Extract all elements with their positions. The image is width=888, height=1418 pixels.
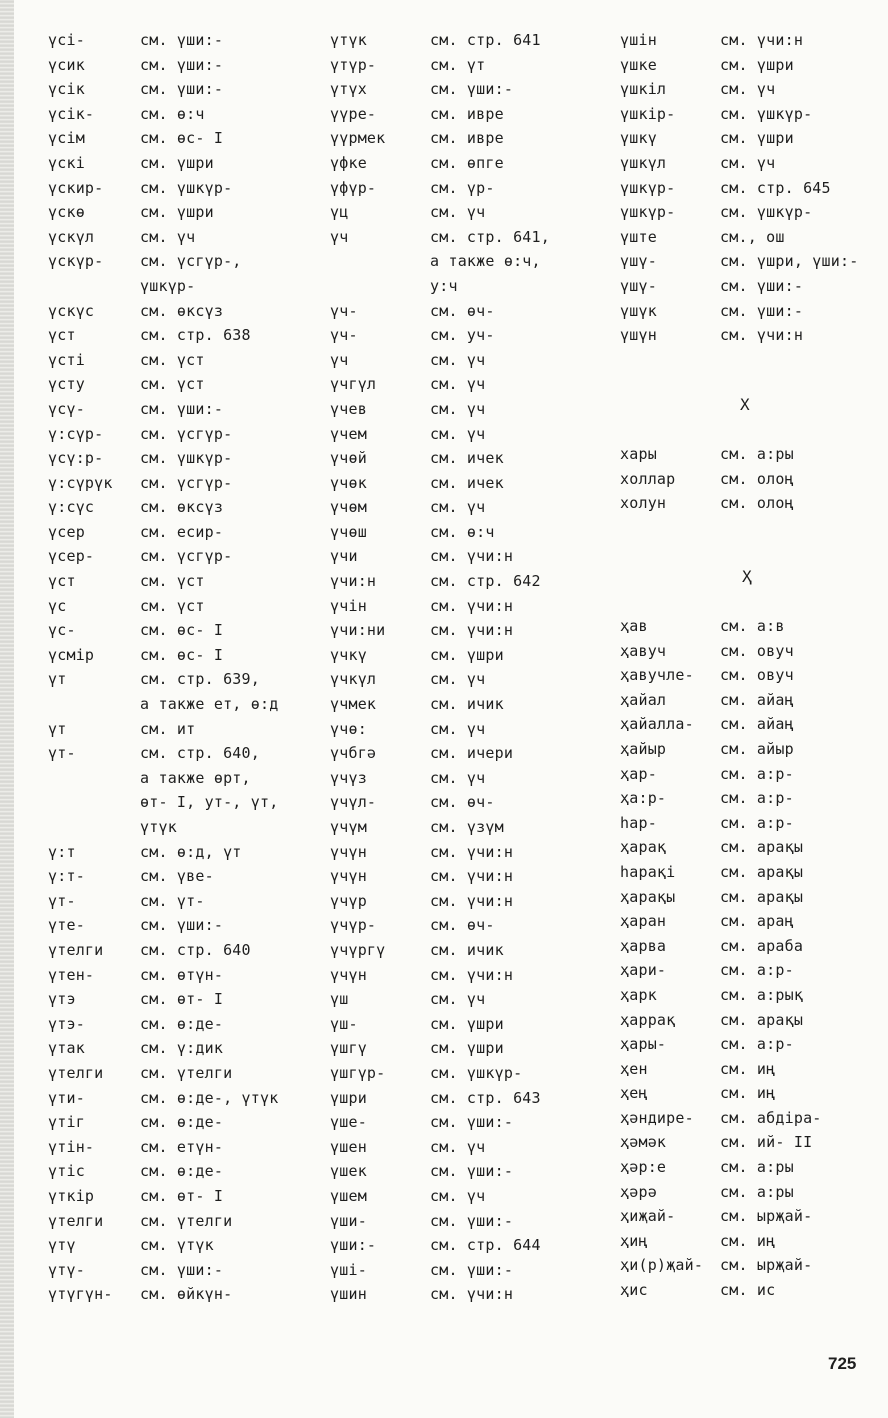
cross-reference: см. үч [720,153,776,172]
cross-reference: см. өч- [430,916,495,935]
headword: үчи [330,547,358,566]
headword: ҳавуч [620,641,667,660]
headword: ҳарақ [620,838,667,857]
headword: үшин [330,1285,367,1304]
headword: хары [620,445,657,463]
cross-reference: см. айаң [720,690,794,709]
headword: үч [330,350,349,369]
headword: үшкір- [620,104,676,123]
headword: ҳавучле- [620,666,694,685]
headword: үшен [330,1137,367,1156]
cross-reference: см. ичик [430,940,504,959]
cross-reference: см. үши:- [430,1260,514,1279]
cross-reference: см. үчи:н [430,842,514,861]
cross-reference: см. ит [140,719,196,738]
cross-reference: см. үсгүр- [140,473,233,492]
headword: үтү- [48,1260,85,1279]
cross-reference: см. иң [720,1231,776,1250]
cross-reference: см. а:р- [720,764,794,783]
headword: ҳарва [620,936,667,955]
cross-reference: см. үши:- [140,916,224,935]
cross-reference: см. араң [720,912,794,931]
headword: үтен- [48,965,95,984]
cross-reference: см. үч [430,350,486,369]
cross-reference: см. ө:д, үт [140,842,242,861]
headword: ҳәр:е [620,1158,667,1177]
headword: үшкү [620,129,657,148]
cross-reference: см. өйкүн- [140,1285,233,1304]
cross-reference: см. ичик [430,695,504,714]
headword: үс- [48,621,76,640]
headword: үц [330,203,349,222]
cross-reference: см. стр. 639, [140,670,260,689]
cross-reference: см. олоң [720,469,794,488]
headword: ҳен [620,1059,648,1078]
headword: үчбгә [330,744,377,763]
headword: үшүн [620,326,657,345]
cross-reference: см. үтүк [140,1236,214,1255]
headword: ҳары- [620,1035,667,1054]
cross-reference: см. үчи:н [430,867,514,886]
cross-reference: см. ичек [430,473,504,492]
cross-reference: см. а:ры [720,1182,794,1201]
cross-reference: см. етүн- [140,1137,224,1156]
cross-reference: см. а:р- [720,789,794,808]
headword: үтүгүн- [48,1285,113,1304]
section-heading-kh: Х [740,395,750,414]
cross-reference: см. овуч [720,666,794,685]
headword: ҳайалла- [620,715,694,734]
headword: үш [330,990,349,1009]
cross-reference: см. өс- І [140,129,224,148]
cross-reference: см. үши:- [430,80,514,99]
cross-reference: см. ий- ІІ [720,1133,813,1152]
cross-reference: см. а:рық [720,985,804,1004]
headword: үти- [48,1088,85,1107]
cross-reference: см. үч [430,990,486,1009]
headword: үші- [330,1260,367,1279]
headword: үчкү [330,645,367,664]
cross-reference: а также ө:ч, [430,252,541,271]
headword: үскө [48,203,85,222]
headword: үте- [48,916,85,935]
cross-reference: см. үсгүр- [140,424,233,443]
headword: ҳи(р)җай- [620,1256,704,1275]
headword: үшү- [620,276,657,295]
headword: ҳайыр [620,739,667,758]
cross-reference: см. арақы [720,887,804,906]
cross-reference: см. ү:дик [140,1039,224,1058]
book-binding-edge [0,0,14,1418]
cross-reference: см. үт- [140,891,205,910]
cross-reference: см. үшри [430,645,504,664]
headword: үсер [48,522,85,541]
cross-reference: см. үшри [430,1039,504,1058]
cross-reference: см. үши:- [720,276,804,295]
headword: холун [620,494,667,513]
headword: ү:т [48,842,76,861]
headword: үс [48,596,67,615]
headword: үст [48,326,76,345]
cross-reference: см. үч [430,399,486,418]
headword: үсті [48,350,85,369]
cross-reference: см. үч [430,424,486,443]
headword: үтэ [48,990,76,1009]
cross-reference: см. арақы [720,838,804,857]
headword: ҳа:р- [620,789,667,808]
cross-reference: см. үши:- [140,31,224,49]
headword: үтак [48,1039,85,1058]
headword: үчөм [330,498,367,517]
headword: үтіс [48,1162,85,1181]
headword: үшін [620,31,657,49]
cross-reference: см. үч [430,1186,486,1205]
headword: үчө: [330,719,367,738]
headword: ҳәрә [620,1182,657,1201]
cross-reference: см. өс- І [140,621,224,640]
cross-reference: см. үч [430,670,486,689]
headword: үшү- [620,252,657,271]
headword: үт- [48,744,76,763]
headword: үтін- [48,1137,95,1156]
cross-reference: см. стр. 638 [140,326,251,345]
cross-reference: см. өт- І [140,990,224,1009]
cross-reference: см. үч [430,768,486,787]
headword: үтіг [48,1113,85,1132]
cross-reference: см. өч- [430,301,495,320]
headword: үше- [330,1113,367,1132]
cross-reference: см. арақы [720,862,804,881]
headword: үчи:ни [330,621,386,640]
headword: үсү- [48,399,85,418]
cross-reference: см. а:ры [720,445,794,463]
cross-reference: см. үзүм [430,818,504,836]
headword: ҳиҗай- [620,1207,676,1226]
headword: үчмек [330,695,377,714]
headword: үсік- [48,104,95,123]
headword: үшем [330,1186,367,1205]
cross-reference: см. үшри [720,55,794,74]
headword: үүрмек [330,129,386,148]
headword: үфүр- [330,178,377,197]
headword: үште [620,227,657,246]
cross-reference: см. үчи:н [430,596,514,615]
headword: үшкүр- [620,178,676,197]
headword: ҳәндире- [620,1108,694,1127]
cross-reference: см. ис [720,1281,776,1300]
cross-reference: см. ө:ч [140,104,205,123]
cross-reference: см. стр. 644 [430,1236,541,1255]
cross-reference: см. өс- І [140,645,224,664]
cross-reference: өт- І, ут-, үт, [140,793,279,812]
cross-reference: см. үши:- [430,1211,514,1230]
headword: үт [48,719,67,738]
cross-reference: см. үчи:н [720,31,804,49]
cross-reference: см. айаң [720,715,794,734]
cross-reference: см. үтелги [140,1211,233,1230]
cross-reference: см. ө:де- [140,1113,224,1132]
cross-reference: см. үст [140,596,205,615]
headword: үт- [48,891,76,910]
cross-reference: см. өксүз [140,498,224,517]
cross-reference: см. ивре [430,104,504,123]
headword: үши:- [330,1236,377,1255]
cross-reference: см. стр. 642 [430,572,541,591]
cross-reference: см. үч [430,375,486,394]
headword: үст [48,572,76,591]
headword: үчүр- [330,916,377,935]
headword: ү:т- [48,867,85,886]
headword: үшек [330,1162,367,1181]
section-heading-h: Ҳ [742,567,752,586]
headword: үши- [330,1211,367,1230]
headword: үсім [48,129,85,148]
headword: ҳаран [620,912,667,931]
headword: ү:сүс [48,498,95,517]
cross-reference: см. үши:- [140,80,224,99]
cross-reference: см. үшри [140,153,214,172]
cross-reference: см. а:в [720,617,785,635]
headword: ҳиң [620,1231,648,1250]
cross-reference: у:ч [430,276,458,295]
headword: үчүр [330,891,367,910]
cross-reference: см. ичек [430,449,504,468]
headword: ҳең [620,1084,648,1103]
cross-reference: см. ырҗай- [720,1207,813,1226]
cross-reference: см. стр. 641 [430,31,541,49]
headword: үчүн [330,842,367,861]
cross-reference: см. ичери [430,744,514,763]
headword: һарақі [620,862,676,881]
headword: үчөш [330,522,367,541]
headword: ҳайал [620,690,667,709]
headword: үчөй [330,449,367,468]
cross-reference: см. үчи:н [430,965,514,984]
cross-reference: см. үч [720,80,776,99]
cross-reference: см. үчи:н [430,891,514,910]
cross-reference: см. үсгүр-, [140,252,242,271]
headword: һар- [620,813,657,832]
headword: үчүн [330,867,367,886]
headword: ҳарк [620,985,657,1004]
cross-reference: см. үве- [140,867,214,886]
headword: үч- [330,301,358,320]
cross-reference: см. айыр [720,739,794,758]
cross-reference: см. стр. 645 [720,178,831,197]
headword: үчөк [330,473,367,492]
headword: үтелги [48,940,104,959]
headword: үтелги [48,1211,104,1230]
headword: үткір [48,1186,95,1205]
cross-reference: см. үч [140,227,196,246]
cross-reference: см. уч- [430,326,495,345]
headword: үсік [48,80,85,99]
cross-reference: см. үши:- [140,1260,224,1279]
cross-reference: см. а:р- [720,813,794,832]
headword: үтелги [48,1063,104,1082]
cross-reference: см. өтүн- [140,965,224,984]
headword: ҳаррақ [620,1010,676,1029]
cross-reference: см. стр. 640 [140,940,251,959]
cross-reference: см. есир- [140,522,224,541]
headword: үшгүр- [330,1063,386,1082]
cross-reference: см. стр. 640, [140,744,260,763]
cross-reference: см. үч [430,498,486,517]
headword: үсту [48,375,85,394]
cross-reference: см. стр. 641, [430,227,550,246]
headword: үскүр- [48,252,104,271]
cross-reference: см. овуч [720,641,794,660]
cross-reference: см. ө:де- [140,1162,224,1181]
headword: ҳәмәк [620,1133,667,1152]
cross-reference: см. ө:ч [430,522,495,541]
headword: үтүр- [330,55,377,74]
headword: үчгүл [330,375,377,394]
cross-reference: см. үши:- [430,1113,514,1132]
headword: үфке [330,153,367,172]
cross-reference: см. араба [720,936,804,955]
headword: ҳар- [620,764,657,783]
headword: үскир- [48,178,104,197]
cross-reference: см. а:ры [720,1158,794,1177]
headword: үчін [330,596,367,615]
headword: үсик [48,55,85,74]
cross-reference: см. үч [430,1137,486,1156]
cross-reference: үшкүр- [140,276,196,295]
headword: үсі- [48,31,85,49]
headword: үскі [48,153,85,172]
headword: үскүс [48,301,95,320]
cross-reference: см. үши:- [140,399,224,418]
cross-reference: см. үч [430,203,486,222]
headword: үт [48,670,67,689]
cross-reference: см. үч [430,719,486,738]
cross-reference: үтүк [140,818,177,836]
cross-reference: см. абдіра- [720,1108,822,1127]
headword: үскүл [48,227,95,246]
cross-reference: см., ош [720,227,785,246]
cross-reference: см. үши:- [430,1162,514,1181]
headword: үтэ- [48,1014,85,1033]
cross-reference: см. үсгүр- [140,547,233,566]
cross-reference: см. үши:- [140,55,224,74]
headword: үчи:н [330,572,377,591]
page-number: 725 [828,1354,857,1373]
cross-reference: см. а:р- [720,1035,794,1054]
cross-reference: см. үшкүр- [430,1063,523,1082]
headword: үшри [330,1088,367,1107]
cross-reference: см. иң [720,1084,776,1103]
cross-reference: см. үши:- [720,301,804,320]
headword: ү:сүр- [48,424,104,443]
cross-reference: а также өрт, [140,768,251,787]
cross-reference: см. үчи:н [430,621,514,640]
cross-reference: см. өт- І [140,1186,224,1205]
headword: ҳари- [620,961,667,980]
cross-reference: см. үчи:н [430,547,514,566]
cross-reference: см. үшкүр- [720,104,813,123]
headword: үсміp [48,645,95,664]
cross-reference: см. ивре [430,129,504,148]
headword: үчүргү [330,940,386,959]
cross-reference: см. үшкүр- [140,178,233,197]
headword: үчүз [330,768,367,787]
headword: үтүх [330,80,367,99]
cross-reference: см. иң [720,1059,776,1078]
headword: ҳис [620,1281,648,1300]
headword: үч- [330,326,358,345]
cross-reference: см. үчи:н [430,1285,514,1304]
cross-reference: см. өч- [430,793,495,812]
cross-reference: см. үшри [430,1014,504,1033]
headword: үтүк [330,31,367,49]
cross-reference: см. үшкүр- [140,449,233,468]
headword: үч [330,227,349,246]
headword: үчүн [330,965,367,984]
cross-reference: см. үст [140,572,205,591]
cross-reference: см. олоң [720,494,794,513]
headword: үшкүл [620,153,667,172]
headword: ҳав [620,617,648,635]
cross-reference: см. ырҗай- [720,1256,813,1275]
headword: үсер- [48,547,95,566]
cross-reference: см. арақы [720,1010,804,1029]
cross-reference: см. үт [430,55,486,74]
cross-reference: см. өксүз [140,301,224,320]
headword: үчүл- [330,793,377,812]
cross-reference: см. үст [140,350,205,369]
cross-reference: см. үшри [140,203,214,222]
headword: холлар [620,469,676,488]
cross-reference: см. үшкүр- [720,203,813,222]
headword: үш- [330,1014,358,1033]
cross-reference: см. өпге [430,153,504,172]
cross-reference: см. ө:де-, үтүк [140,1088,279,1107]
cross-reference: см. үст [140,375,205,394]
headword: ҳарақы [620,887,676,906]
headword: үчем [330,424,367,443]
headword: үшкүр- [620,203,676,222]
headword: үчкүл [330,670,377,689]
headword: үчев [330,399,367,418]
cross-reference: а также ет, ө:д [140,695,279,714]
cross-reference: см. үшри [720,129,794,148]
headword: үшкіл [620,80,667,99]
headword: үчүм [330,818,367,836]
cross-reference: см. стр. 643 [430,1088,541,1107]
headword: үшке [620,55,657,74]
cross-reference: см. үр- [430,178,495,197]
cross-reference: см. ө:де- [140,1014,224,1033]
headword: үүре- [330,104,377,123]
cross-reference: см. үчи:н [720,326,804,345]
headword: үшүк [620,301,657,320]
cross-reference: см. үтелги [140,1063,233,1082]
headword: үсү:р- [48,449,104,468]
cross-reference: см. а:р- [720,961,794,980]
headword: үшгү [330,1039,367,1058]
headword: үтү [48,1236,76,1255]
cross-reference: см. үшри, үши:- [720,252,859,271]
headword: ү:сүрүк [48,473,113,492]
